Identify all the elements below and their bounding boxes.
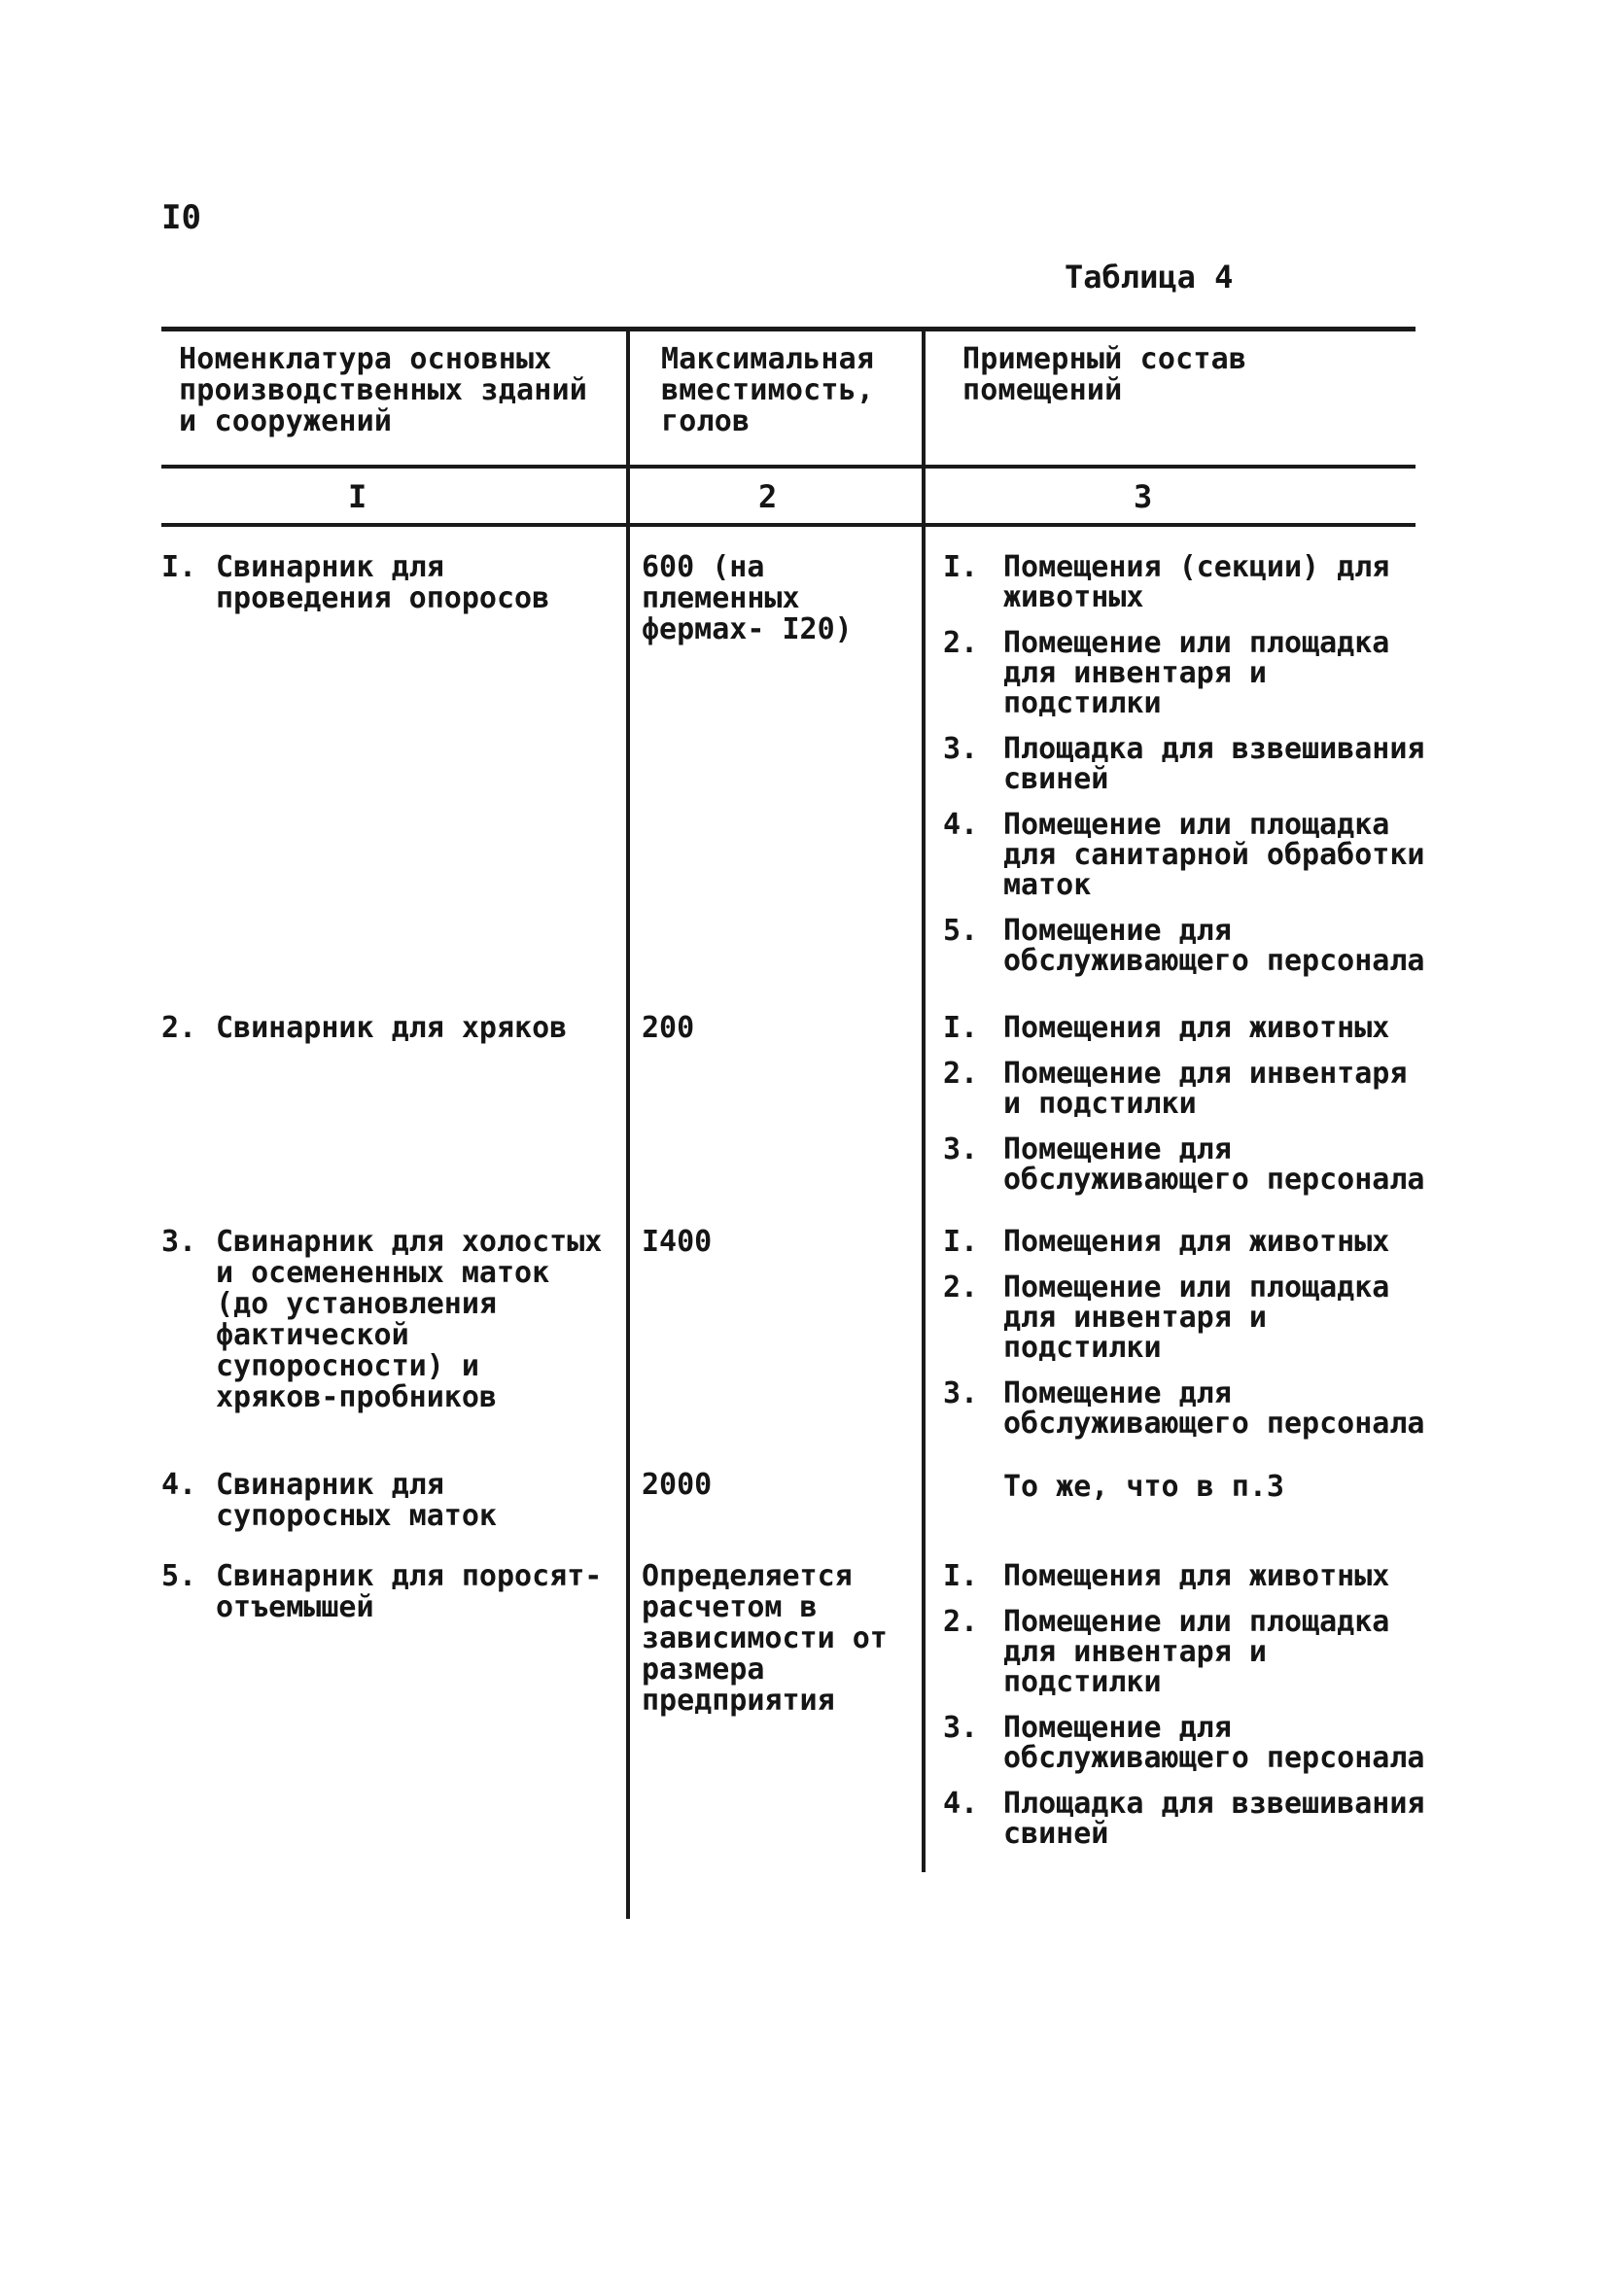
- item-number: 3.: [943, 1132, 979, 1166]
- header-room-composition: Примерный состав помещений: [962, 342, 1247, 407]
- room-list: [943, 1013, 1429, 1210]
- column-number-rule: [161, 523, 1416, 527]
- table-top-rule: [161, 327, 1416, 331]
- item-number: I.: [943, 550, 979, 584]
- header-capacity: Максимальная вместимость, голов: [661, 342, 875, 438]
- list-item: [943, 1789, 1429, 1849]
- list-item: [943, 1059, 1429, 1119]
- row-capacity: 2000: [642, 1468, 713, 1502]
- item-number: I.: [943, 1559, 979, 1593]
- list-item: [943, 628, 1429, 718]
- row-name: Свинарник для проведения опоросов: [216, 550, 550, 615]
- item-text: Помещение или площадка для санитарной обработки маток: [1003, 808, 1425, 902]
- list-item: [943, 1607, 1429, 1697]
- list-item: [943, 1378, 1429, 1439]
- list-item: [943, 1134, 1429, 1195]
- row-name: Свинарник для хряков: [216, 1011, 568, 1045]
- list-item: [943, 810, 1429, 900]
- row-number: I.: [161, 550, 197, 584]
- row-name: Свинарник для поросят-отъемышей: [216, 1559, 603, 1624]
- column-number-1: I: [348, 478, 367, 515]
- row-capacity: I400: [642, 1225, 713, 1259]
- row-capacity: Определяется расчетом в зависимости от размера предприятия: [642, 1559, 888, 1718]
- item-text: Помещение для обслуживающего персонала: [1003, 914, 1425, 978]
- row-name: Свинарник для холостых и осемененных маток (до установления фактической супоросности) и хряков-пробников: [216, 1225, 603, 1414]
- row-number: 4.: [161, 1468, 197, 1502]
- item-text: Помещение для обслуживающего персонала: [1003, 1711, 1425, 1775]
- row-capacity: 200: [642, 1011, 695, 1045]
- item-text: Помещение для обслуживающего персонала: [1003, 1132, 1425, 1197]
- item-number: 2.: [943, 1605, 979, 1639]
- list-item: [943, 1013, 1429, 1043]
- item-number: 3.: [943, 1711, 979, 1745]
- header-bottom-rule: [161, 465, 1416, 469]
- item-text: Помещение для обслуживающего персонала: [1003, 1376, 1425, 1441]
- item-number: I.: [943, 1011, 979, 1045]
- item-text: Площадка для взвешивания свиней: [1003, 1787, 1425, 1851]
- room-list: [943, 552, 1429, 991]
- item-number: I.: [943, 1225, 979, 1259]
- item-text: Помещение для инвентаря и подстилки: [1003, 1057, 1408, 1121]
- same-as-note: То же, что в п.3: [1003, 1470, 1284, 1504]
- column-divider-2: [922, 329, 926, 1872]
- list-item: [943, 1713, 1429, 1773]
- item-text: Помещения для животных: [1003, 1225, 1390, 1259]
- item-number: 2.: [943, 626, 979, 660]
- item-text: Помещения для животных: [1003, 1011, 1390, 1045]
- item-number: 4.: [943, 808, 979, 842]
- item-text: Помещение или площадка для инвентаря и подстилки: [1003, 1605, 1390, 1699]
- item-number: 3.: [943, 1376, 979, 1410]
- row-number: 2.: [161, 1011, 197, 1045]
- item-number: 5.: [943, 914, 979, 948]
- item-text: Помещения (секции) для животных: [1003, 550, 1390, 614]
- list-item: [943, 1227, 1429, 1257]
- item-text: Помещение или площадка для инвентаря и подстилки: [1003, 626, 1390, 720]
- row-number: 5.: [161, 1559, 197, 1593]
- row-number: 3.: [161, 1225, 197, 1259]
- list-item: [943, 734, 1429, 794]
- header-nomenclature: Номенклатура основных производственных зданий и сооружений: [179, 342, 588, 438]
- list-item: [943, 1272, 1429, 1363]
- list-item: [943, 552, 1429, 612]
- item-text: Помещения для животных: [1003, 1559, 1390, 1593]
- column-number-2: 2: [758, 478, 778, 515]
- list-item: [943, 1561, 1429, 1591]
- item-number: 3.: [943, 732, 979, 766]
- column-number-3: 3: [1134, 478, 1153, 515]
- item-number: 2.: [943, 1270, 979, 1305]
- room-list: [943, 1561, 1429, 1864]
- row-name: Свинарник для супоросных маток: [216, 1468, 497, 1533]
- item-text: Помещение или площадка для инвентаря и подстилки: [1003, 1270, 1390, 1365]
- table-caption: Таблица 4: [1065, 259, 1234, 296]
- item-text: Площадка для взвешивания свиней: [1003, 732, 1425, 796]
- room-list: [943, 1227, 1429, 1454]
- item-number: 2.: [943, 1057, 979, 1091]
- list-item: [943, 916, 1429, 976]
- column-divider-1: [626, 329, 630, 1919]
- row-capacity: 600 (на племенных фермах- I20): [642, 550, 853, 646]
- item-number: 4.: [943, 1787, 979, 1821]
- page-number: I0: [161, 198, 201, 237]
